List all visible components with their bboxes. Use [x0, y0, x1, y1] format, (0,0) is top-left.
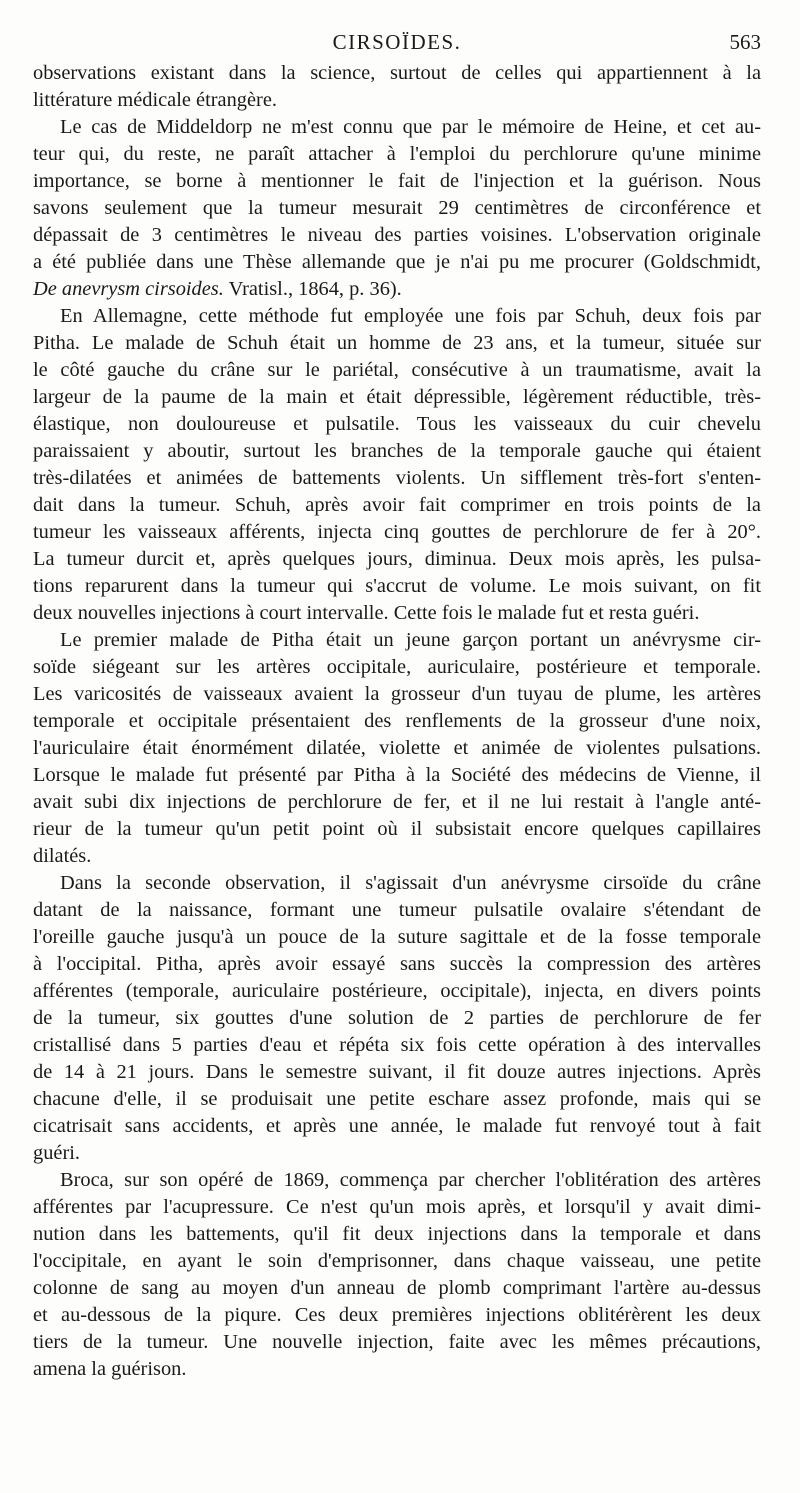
citation-rest: Vratisl., 1864, p. 36).	[223, 278, 402, 300]
page-header	[33, 30, 761, 60]
text-line: et au-dessous de la piqure. Ces deux premières injections oblitérèrent les deux	[33, 1304, 761, 1326]
text-line: nution dans les battements, qu'il fit deux injections dans la temporale et dans	[33, 1223, 761, 1245]
text-line: paraissaient y aboutir, surtout les branches de la temporale gauche qui étaient	[33, 440, 761, 462]
text-line: a été publiée dans une Thèse allemande que je n'ai pu me procurer (Goldschmidt,	[33, 251, 761, 273]
text-line: dépassait de 3 centimètres le niveau des parties voisines. L'observation originale	[33, 224, 761, 246]
text-line: de la tumeur, six gouttes d'une solution de 2 parties de perchlorure de fer	[33, 1007, 761, 1029]
text-line: savons seulement que la tumeur mesurait 29 centimètres de circonférence et	[33, 197, 761, 219]
running-title: CIRSOÏDES.	[332, 30, 462, 54]
text-line: le côté gauche du crâne sur le pariétal, consécutive à un traumatisme, avait la	[33, 359, 761, 381]
text-line: guéri.	[33, 1142, 80, 1164]
text-line: avait subi dix injections de perchlorure de fer, et il ne lui restait à l'angle anté-	[33, 791, 761, 813]
text-line: temporale et occipitale présentaient des renflements de la grosseur d'une noix,	[33, 710, 761, 732]
text-line: importance, se borne à mentionner le fait de l'injection et la guérison. Nous	[33, 170, 761, 192]
text-line: largeur de la paume de la main et était dépressible, légèrement réductible, très-	[33, 386, 761, 408]
text-line: soïde siégeant sur les artères occipitale, auriculaire, postérieure et temporale.	[33, 656, 761, 678]
text-line: colonne de sang au moyen d'un anneau de plomb comprimant l'artère au-dessus	[33, 1277, 761, 1299]
page-number: 563	[729, 30, 761, 54]
text-line: Pitha. Le malade de Schuh était un homme de 23 ans, et la tumeur, située sur	[33, 332, 761, 354]
text-line: Le premier malade de Pitha était un jeune garçon portant un anévrysme cir-	[60, 629, 761, 651]
text-line: l'auriculaire était énormément dilatée, violette et animée de violentes pulsations.	[33, 737, 761, 759]
text-line: teur qui, du reste, ne paraît attacher à l'emploi du perchlorure qu'une minime	[33, 143, 761, 165]
citation-line	[33, 276, 761, 303]
text-line: cicatrisait sans accidents, et après une année, le malade fut renvoyé tout à fait	[33, 1115, 761, 1137]
text-line: amena la guérison.	[33, 1358, 187, 1380]
text-line: tions reparurent dans la tumeur qui s'accrut de volume. Le mois suivant, on fit	[33, 575, 761, 597]
text-line: de 14 à 21 jours. Dans le semestre suivant, il fit douze autres injections. Après	[33, 1061, 761, 1083]
text-line: observations existant dans la science, surtout de celles qui appartiennent à la	[33, 62, 761, 84]
text-line: afférentes par l'acupressure. Ce n'est qu'un mois après, et lorsqu'il y avait dimi-	[33, 1196, 761, 1218]
text-line: dilatés.	[33, 845, 92, 867]
text-line: élastique, non douloureuse et pulsatile. Tous les vaisseaux du cuir chevelu	[33, 413, 761, 435]
text-line: Broca, sur son opéré de 1869, commença par chercher l'oblitération des artères	[60, 1169, 761, 1191]
text-line: l'oreille gauche jusqu'à un pouce de la suture sagittale et de la fosse temporale	[33, 926, 761, 948]
text-line: littérature médicale étrangère.	[33, 89, 277, 111]
text-line: datant de la naissance, formant une tumeur pulsatile ovalaire s'étendant de	[33, 899, 761, 921]
text-line: cristallisé dans 5 parties d'eau et répéta six fois cette opération à des intervalles	[33, 1034, 761, 1056]
text-line: Lorsque le malade fut présenté par Pitha à la Société des médecins de Vienne, il	[33, 764, 761, 786]
citation-title: De anevrysm cirsoides.	[33, 278, 224, 300]
text-line: l'occipitale, en ayant le soin d'emprisonner, dans chaque vaisseau, une petite	[33, 1250, 761, 1272]
text-line: deux nouvelles injections à court intervalle. Cette fois le malade fut et resta guéri.	[33, 602, 700, 624]
text-line: très-dilatées et animées de battements violents. Un sifflement très-fort s'enten-	[33, 467, 761, 489]
text-line: tiers de la tumeur. Une nouvelle injection, faite avec les mêmes précautions,	[33, 1331, 761, 1353]
text-line: à l'occipital. Pitha, après avoir essayé sans succès la compression des artères	[33, 953, 761, 975]
text-line: Le cas de Middeldorp ne m'est connu que par le mémoire de Heine, et cet au-	[60, 116, 761, 138]
body-text	[33, 60, 761, 1383]
text-line: dait dans la tumeur. Schuh, après avoir fait comprimer en trois points de la	[33, 494, 761, 516]
text-line: tumeur les vaisseaux afférents, injecta cinq gouttes de perchlorure de fer à 20°.	[33, 521, 761, 543]
text-line: rieur de la tumeur qu'un petit point où il subsistait encore quelques capillaires	[33, 818, 761, 840]
text-line: Les varicosités de vaisseaux avaient la grosseur d'un tuyau de plume, les artères	[33, 683, 761, 705]
text-line: La tumeur durcit et, après quelques jours, diminua. Deux mois après, les pulsa-	[33, 548, 761, 570]
text-line: En Allemagne, cette méthode fut employée une fois par Schuh, deux fois par	[60, 305, 761, 327]
text-line: Dans la seconde observation, il s'agissait d'un anévrysme cirsoïde du crâne	[60, 872, 761, 894]
text-line: afférentes (temporale, auriculaire postérieure, occipitale), injecta, en divers points	[33, 980, 761, 1002]
text-line: chacune d'elle, il se produisait une petite eschare assez profonde, mais qui se	[33, 1088, 761, 1110]
